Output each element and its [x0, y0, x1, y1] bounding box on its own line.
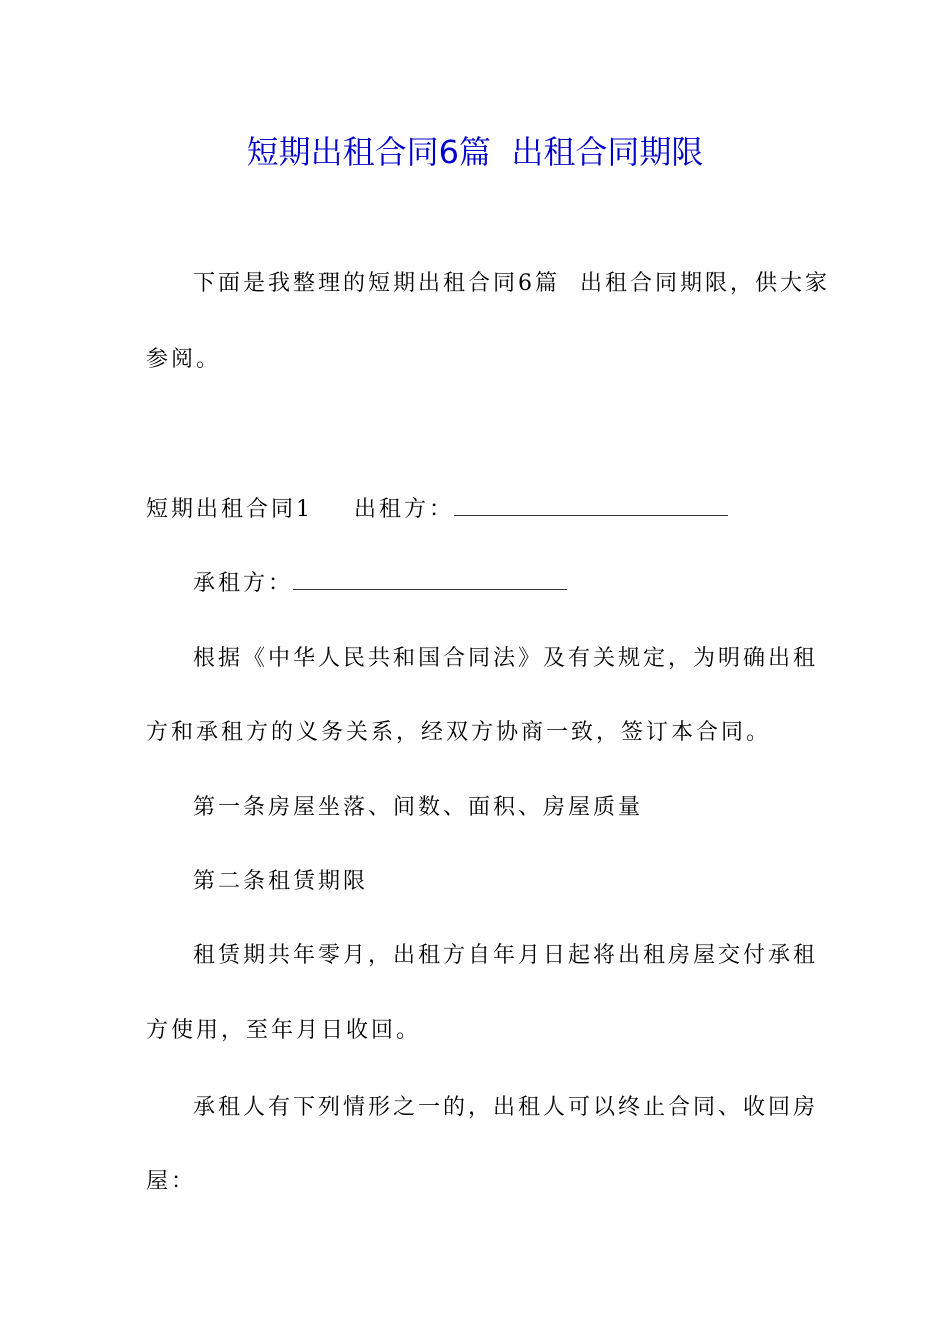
lessee-blank [293, 571, 567, 590]
lessee-label: 承租方： [193, 571, 294, 596]
lessee-row [193, 568, 567, 600]
paragraph-1-line-1: 根据《中华人民共和国合同法》及有关规定，为明确出租 [193, 646, 819, 671]
intro-line-1: 下面是我整理的短期出租合同6篇 出租合同期限，供大家 [193, 271, 830, 296]
document-title: 短期出租合同6篇 出租合同期限 [246, 133, 704, 171]
lessor-blank [454, 497, 728, 516]
paragraph-2-line-1: 租赁期共年零月，出租方自年月日起将出租房屋交付承租 [193, 943, 819, 968]
intro-line-2: 参阅。 [146, 347, 222, 372]
contract-heading: 短期出租合同1 [146, 497, 313, 522]
article-1-heading: 第一条房屋坐落、间数、面积、房屋质量 [193, 795, 644, 820]
paragraph-2-line-2: 方使用，至年月日收回。 [146, 1018, 422, 1043]
paragraph-3-line-2: 屋： [146, 1169, 197, 1194]
article-2-heading: 第二条租赁期限 [193, 869, 369, 894]
paragraph-3-line-1: 承租人有下列情形之一的，出租人可以终止合同、收回房 [193, 1095, 819, 1120]
paragraph-1-line-2: 方和承租方的义务关系，经双方协商一致，签订本合同。 [146, 720, 772, 745]
lessor-label: 出租方： [354, 497, 455, 522]
lessor-row [354, 494, 728, 526]
